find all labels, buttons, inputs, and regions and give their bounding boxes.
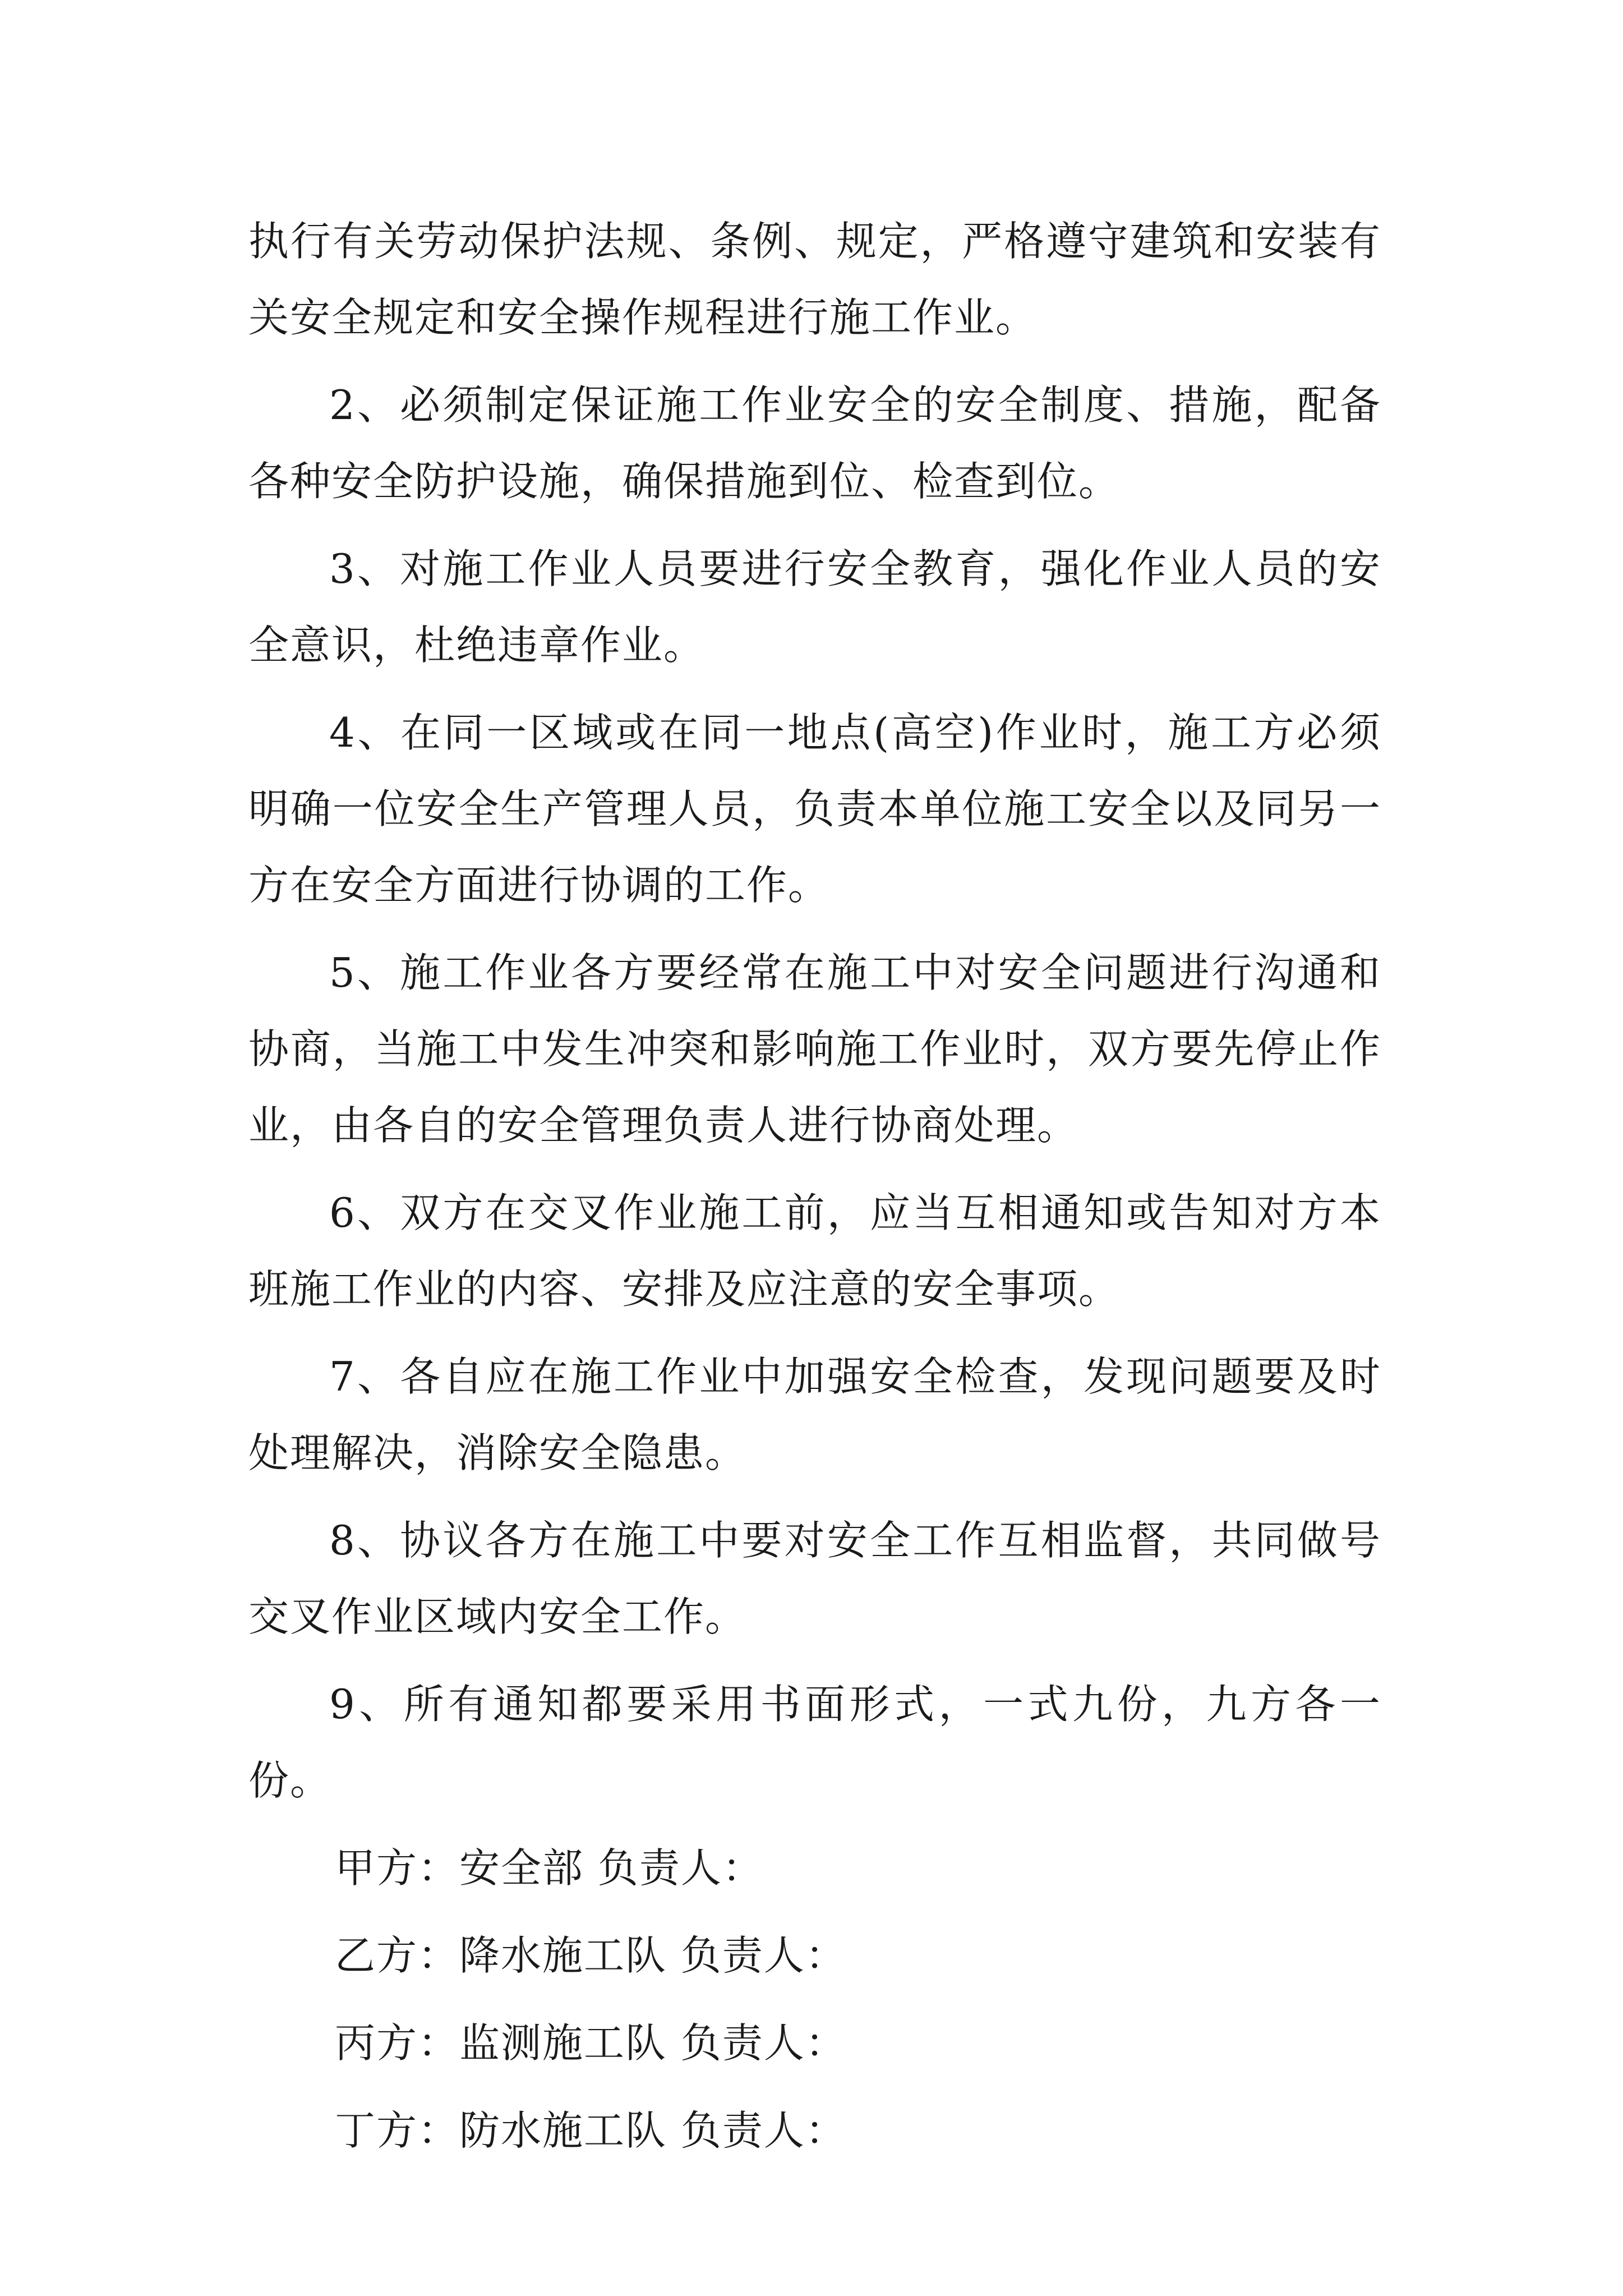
document-body — [248, 203, 1381, 2180]
paragraph-item-5: 5、施工作业各方要经常在施工中对安全问题进行沟通和协商，当施工中发生冲突和影响施工作业时，双方要先停止作业，由各自的安全管理负责人进行协商处理。 — [248, 949, 1381, 1149]
signature-party-b: 乙方：降水施工队 负责人： — [335, 1932, 847, 1979]
paragraph-continuation: 执行有关劳动保护法规、条例、规定，严格遵守建筑和安装有关安全规定和安全操作规程进行施工作业。 — [248, 218, 1381, 341]
paragraph-item-6: 6、双方在交叉作业施工前，应当互相通知或告知对方本班施工作业的内容、安排及应注意的安全事项。 — [248, 1189, 1381, 1313]
signature-party-d: 丁方：防水施工队 负责人： — [335, 2107, 847, 2154]
paragraph-item-8: 8、协议各方在施工中要对安全工作互相监督，共同做号交叉作业区域内安全工作。 — [248, 1517, 1381, 1640]
paragraph-item-9: 9、所有通知都要采用书面形式，一式九份，九方各一份。 — [248, 1681, 1381, 1804]
signature-party-c: 丙方：监测施工队 负责人： — [335, 2019, 847, 2067]
paragraph-item-2: 2、必须制定保证施工作业安全的安全制度、措施，配备各种安全防护设施，确保措施到位、检查到位。 — [248, 381, 1381, 505]
paragraph-item-4: 4、在同一区域或在同一地点(高空)作业时，施工方必须明确一位安全生产管理人员，负责本单位施工安全以及同另一方在安全方面进行协调的工作。 — [248, 709, 1381, 909]
signature-party-a: 甲方：安全部 负责人： — [335, 1844, 764, 1892]
paragraph-item-7: 7、各自应在施工作业中加强安全检查，发现问题要及时处理解决，消除安全隐患。 — [248, 1353, 1381, 1476]
paragraph-item-3: 3、对施工作业人员要进行安全教育，强化作业人员的安全意识，杜绝违章作业。 — [248, 545, 1381, 669]
